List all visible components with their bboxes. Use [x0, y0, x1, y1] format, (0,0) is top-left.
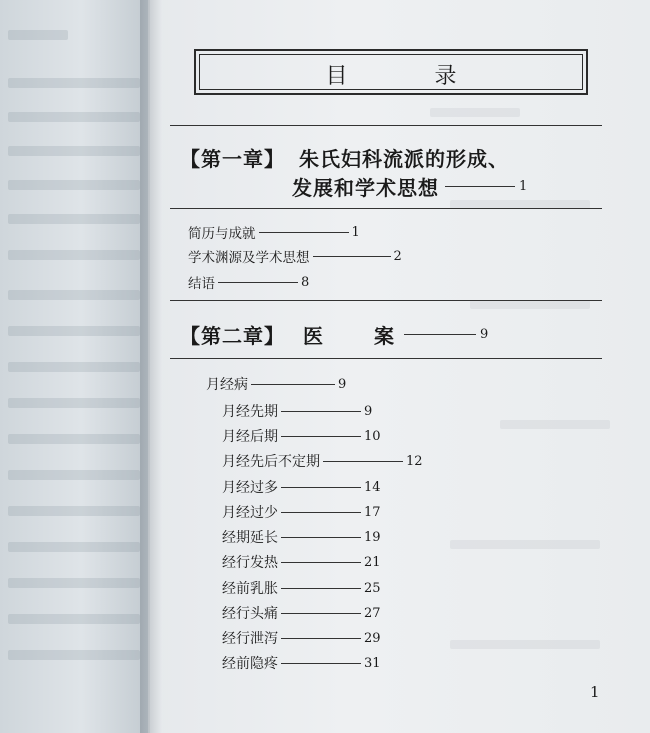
- chapter-2-title: 医 案: [303, 324, 416, 348]
- leader-line: [445, 186, 515, 187]
- chapter-1-heading[interactable]: [180, 143, 509, 172]
- chapter-1-title-line2: 发展和学术思想: [292, 176, 439, 200]
- divider: [170, 125, 602, 126]
- divider: [170, 358, 602, 359]
- leader-line: [281, 663, 361, 664]
- toc-entry[interactable]: 月经先期 9: [222, 403, 373, 420]
- divider: [170, 300, 602, 301]
- toc-entry[interactable]: 月经过多 14: [222, 479, 381, 496]
- toc-entry[interactable]: 经行头痛 27: [222, 605, 381, 622]
- leader-line: [323, 461, 403, 462]
- leader-line: [281, 411, 361, 412]
- toc-entry[interactable]: 简历与成就 1: [188, 224, 360, 242]
- chapter-1-label: 【第一章】: [180, 147, 285, 171]
- leader-line: [281, 638, 361, 639]
- toc-entry[interactable]: 经前隐疼 31: [222, 655, 381, 672]
- toc-main-entry[interactable]: 月经病 9: [206, 376, 347, 393]
- page-title: 目 录: [325, 64, 497, 89]
- toc-entry[interactable]: 经行泄泻 29: [222, 630, 381, 647]
- divider: [170, 208, 602, 209]
- leader-line: [313, 256, 391, 257]
- chapter-2-heading[interactable]: [180, 320, 488, 349]
- chapter-1-page: 1: [519, 179, 528, 194]
- toc-entry[interactable]: 月经后期 10: [222, 428, 381, 445]
- leader-line: [251, 384, 335, 385]
- book-gutter-shadow: [140, 0, 162, 733]
- toc-entry[interactable]: 经前乳胀 25: [222, 580, 381, 597]
- leader-line: [281, 512, 361, 513]
- toc-entry[interactable]: 月经过少 17: [222, 504, 381, 521]
- leader-line: [281, 588, 361, 589]
- chapter-2-page: 9: [479, 327, 489, 342]
- leader-line: [281, 487, 361, 488]
- toc-entry[interactable]: 月经先后不定期 12: [222, 453, 423, 470]
- toc-page: [150, 0, 650, 733]
- leader-line: [281, 613, 361, 614]
- leader-line: [281, 537, 361, 538]
- left-facing-page: [0, 0, 148, 733]
- leader-line: [404, 334, 476, 335]
- leader-line: [281, 436, 361, 437]
- chapter-1-title-line1: 朱氏妇科流派的形成、: [299, 147, 509, 171]
- toc-title-box: [194, 49, 588, 95]
- page-number: 1: [590, 683, 600, 701]
- chapter-2-label: 【第二章】: [180, 324, 285, 348]
- toc-entry[interactable]: 学术渊源及学术思想 2: [188, 248, 402, 266]
- chapter-1-title-line2-row[interactable]: [292, 172, 527, 201]
- toc-entry[interactable]: 经行发热 21: [222, 554, 381, 571]
- leader-line: [259, 232, 349, 233]
- toc-entry[interactable]: 经期延长 19: [222, 529, 381, 546]
- toc-entry[interactable]: 结语 8: [188, 274, 310, 292]
- leader-line: [218, 282, 298, 283]
- leader-line: [281, 562, 361, 563]
